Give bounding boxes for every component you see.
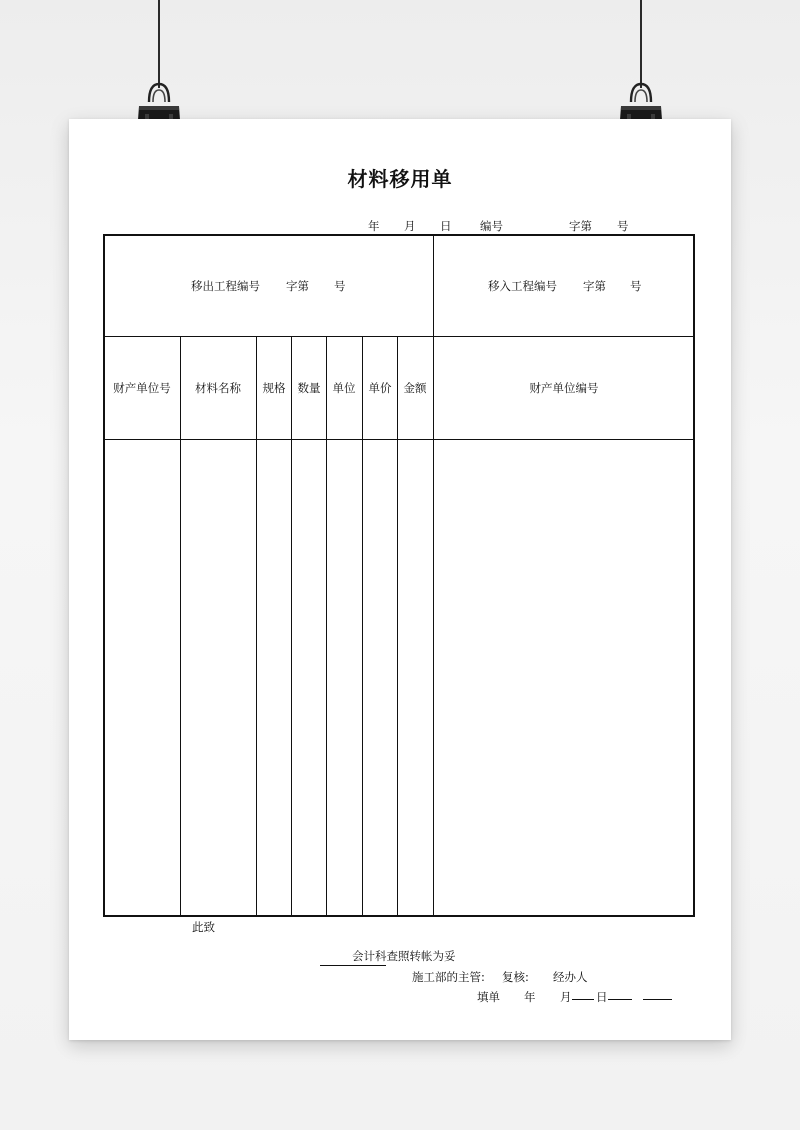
column-header-amount: 金额 bbox=[403, 381, 427, 395]
column-header-asset-unit-no: 财产单位号 bbox=[113, 381, 171, 395]
form-title: 材料移用单 bbox=[347, 167, 453, 191]
footer-supervisor: 施工部的主管: bbox=[412, 970, 485, 984]
column-divider bbox=[362, 336, 363, 917]
footer-accounting: 会计科查照转帐为妥 bbox=[352, 949, 456, 963]
column-divider bbox=[326, 336, 327, 917]
column-divider bbox=[397, 336, 398, 917]
date-month-label: 月 bbox=[404, 219, 416, 233]
fill-signature-underline bbox=[643, 999, 672, 1000]
source-project-label: 移出工程编号 bbox=[191, 279, 260, 293]
column-header-quantity: 数量 bbox=[297, 381, 321, 395]
serial-label: 编号 bbox=[480, 219, 503, 233]
column-header-unit-price: 单价 bbox=[368, 381, 392, 395]
hanging-wire-left bbox=[158, 0, 160, 88]
footer-fill-day: 日 bbox=[596, 990, 608, 1004]
accounting-underline bbox=[320, 965, 386, 966]
form-sheet bbox=[69, 119, 731, 1040]
column-header-asset-unit-code: 财产单位编号 bbox=[529, 381, 599, 395]
fill-month-underline bbox=[572, 999, 594, 1000]
footer-handler: 经办人 bbox=[553, 970, 588, 984]
source-project-hao: 号 bbox=[334, 279, 346, 293]
project-divider bbox=[433, 234, 434, 336]
column-header-material-name: 材料名称 bbox=[195, 381, 241, 395]
column-divider bbox=[291, 336, 292, 917]
table-rule-header-bottom bbox=[103, 439, 695, 440]
table-rule-project-bottom bbox=[103, 336, 695, 337]
column-header-unit: 单位 bbox=[332, 381, 356, 395]
serial-hao-label: 号 bbox=[617, 219, 629, 233]
footer-fill: 填单 bbox=[477, 990, 500, 1004]
target-project-hao: 号 bbox=[630, 279, 642, 293]
hanging-wire-right bbox=[640, 0, 642, 88]
footer-fill-month: 月 bbox=[560, 990, 572, 1004]
footer-review: 复核: bbox=[502, 970, 529, 984]
date-day-label: 日 bbox=[440, 219, 452, 233]
target-project-label: 移入工程编号 bbox=[488, 279, 557, 293]
source-project-zidi: 字第 bbox=[286, 279, 309, 293]
column-header-spec: 规格 bbox=[262, 381, 286, 395]
column-divider bbox=[180, 336, 181, 917]
column-divider bbox=[433, 336, 434, 917]
serial-zidi-label: 字第 bbox=[569, 219, 592, 233]
footer-cizhi: 此致 bbox=[192, 920, 215, 934]
date-year-label: 年 bbox=[368, 219, 380, 233]
footer-fill-year: 年 bbox=[524, 990, 536, 1004]
target-project-zidi: 字第 bbox=[583, 279, 606, 293]
column-divider bbox=[256, 336, 257, 917]
fill-day-underline bbox=[608, 999, 632, 1000]
